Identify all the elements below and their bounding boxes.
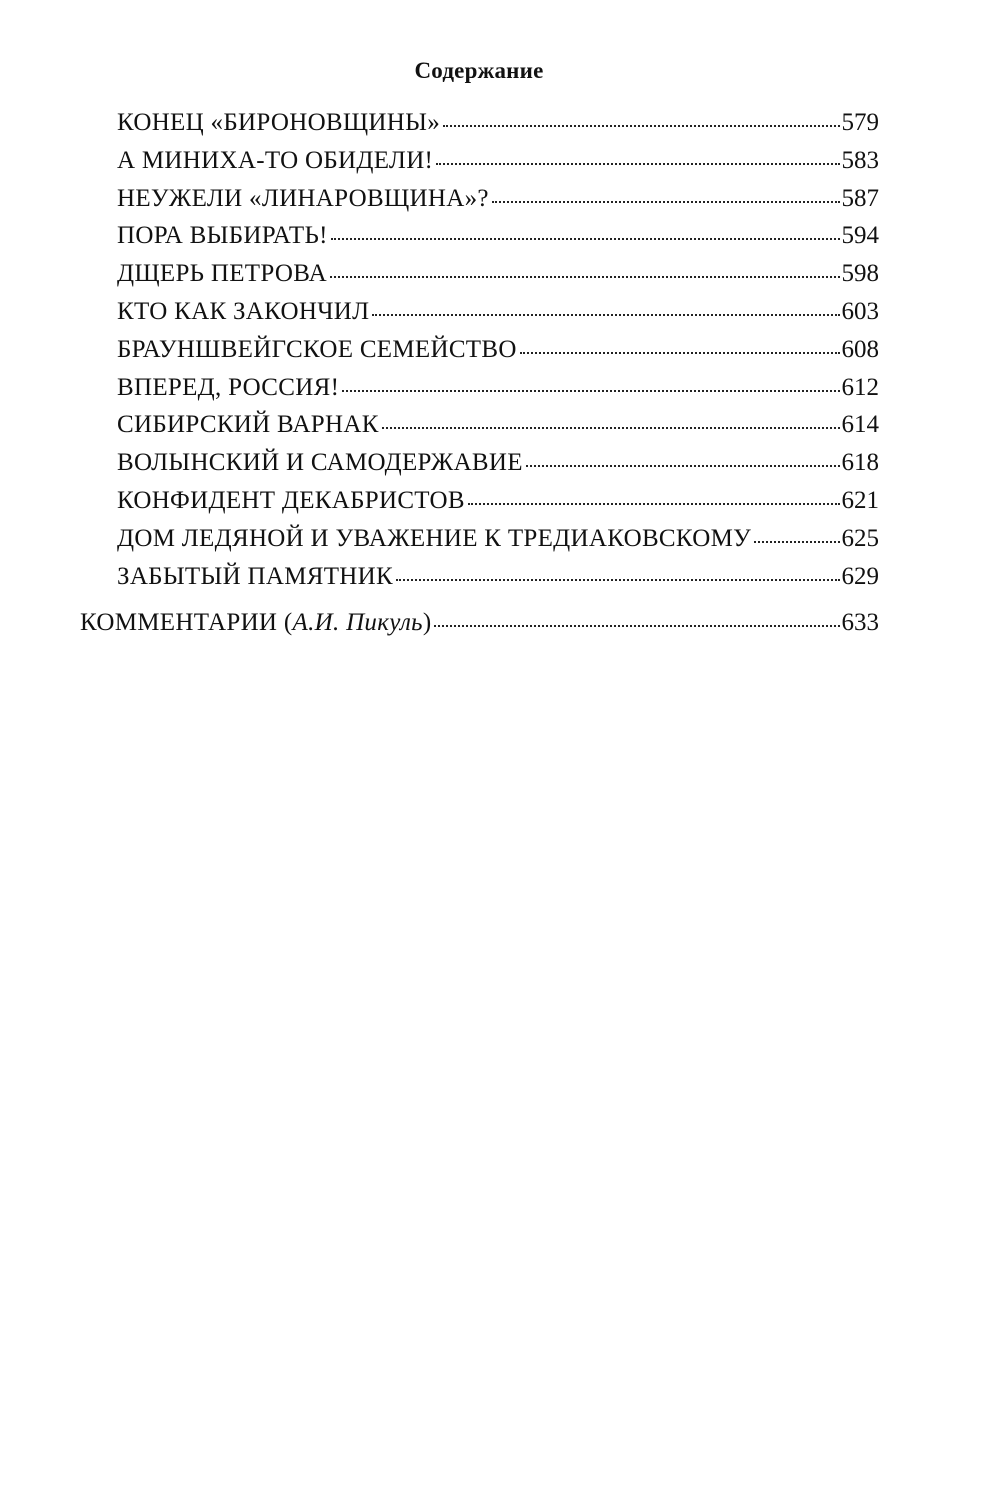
toc-entry-page: 612 — [841, 373, 879, 401]
dot-leader — [492, 199, 840, 203]
comments-title-group — [80, 604, 431, 642]
dot-leader — [382, 425, 840, 429]
toc-entry — [117, 142, 879, 180]
toc-entry-title: НЕУЖЕЛИ «ЛИНАРОВЩИНА»? — [117, 184, 489, 212]
toc-entry-title: ВОЛЫНСКИЙ И САМОДЕРЖАВИЕ — [117, 449, 523, 477]
toc-entry — [117, 255, 879, 293]
toc-entry — [117, 406, 879, 444]
toc-entry-page: 621 — [841, 486, 879, 514]
toc-entry-page: 618 — [841, 449, 879, 477]
comments-open-paren: ( — [283, 609, 293, 636]
toc-entry-title: КОНЕЦ «БИРОНОВЩИНЫ» — [117, 109, 441, 136]
toc-entry — [117, 180, 879, 218]
toc-entry-page: 579 — [841, 109, 879, 136]
comments-author: А.И. Пикуль — [292, 609, 423, 636]
toc-entry — [117, 482, 879, 520]
dot-leader — [434, 623, 839, 627]
dot-leader — [342, 388, 839, 392]
dot-leader — [396, 577, 840, 581]
dot-leader — [372, 312, 839, 316]
toc-entry — [117, 369, 879, 407]
comments-title: КОММЕНТАРИИ — [80, 609, 278, 636]
dot-leader — [436, 161, 839, 165]
dot-leader — [520, 350, 840, 354]
toc-entry — [117, 444, 879, 482]
toc-entry — [117, 104, 879, 142]
toc-entry-page: 587 — [841, 184, 879, 212]
page-title: Содержание — [414, 58, 544, 83]
toc-entry — [117, 331, 879, 369]
toc-entry-title: ПОРА ВЫБИРАТЬ! — [117, 222, 328, 250]
toc-entry — [117, 558, 879, 596]
toc-entry-title: ВПЕРЕД, РОССИЯ! — [117, 373, 340, 401]
toc-entry-title: КТО КАК ЗАКОНЧИЛ — [117, 297, 370, 325]
toc-entry-title: БРАУНШВЕЙГСКОЕ СЕМЕЙСТВО — [117, 335, 517, 363]
toc-entry-title: СИБИРСКИЙ ВАРНАК — [117, 411, 379, 439]
toc-entry-page: 625 — [841, 524, 879, 552]
dot-leader — [526, 463, 840, 467]
toc-list — [117, 104, 879, 595]
dot-leader — [754, 539, 839, 543]
toc-entry-page: 603 — [841, 297, 879, 325]
toc-entry-page: 594 — [841, 222, 879, 250]
comments-page: 633 — [841, 609, 879, 636]
toc-entry-page: 629 — [841, 562, 879, 590]
dot-leader — [468, 501, 840, 505]
toc-entry — [117, 520, 879, 558]
toc-entry-page: 598 — [841, 260, 879, 288]
toc-entry-title: ДЩЕРЬ ПЕТРОВА — [117, 260, 327, 288]
comments-close-paren: ) — [422, 609, 432, 636]
toc-entry-comments — [80, 604, 879, 642]
toc-entry-title: А МИНИХА-ТО ОБИДЕЛИ! — [117, 146, 434, 174]
dot-leader — [331, 236, 840, 240]
toc-entry-title: КОНФИДЕНТ ДЕКАБРИСТОВ — [117, 486, 465, 514]
toc-entry-page: 608 — [841, 335, 879, 363]
toc-entry-page: 583 — [841, 146, 879, 174]
toc-entry-page: 614 — [841, 411, 879, 439]
toc-entry-title: ДОМ ЛЕДЯНОЙ И УВАЖЕНИЕ К ТРЕДИАКОВСКОМУ — [117, 524, 752, 552]
dot-leader — [443, 123, 839, 127]
toc-entry — [117, 217, 879, 255]
toc-entry-title: ЗАБЫТЫЙ ПАМЯТНИК — [117, 562, 393, 590]
dot-leader — [330, 274, 840, 278]
toc-entry — [117, 293, 879, 331]
